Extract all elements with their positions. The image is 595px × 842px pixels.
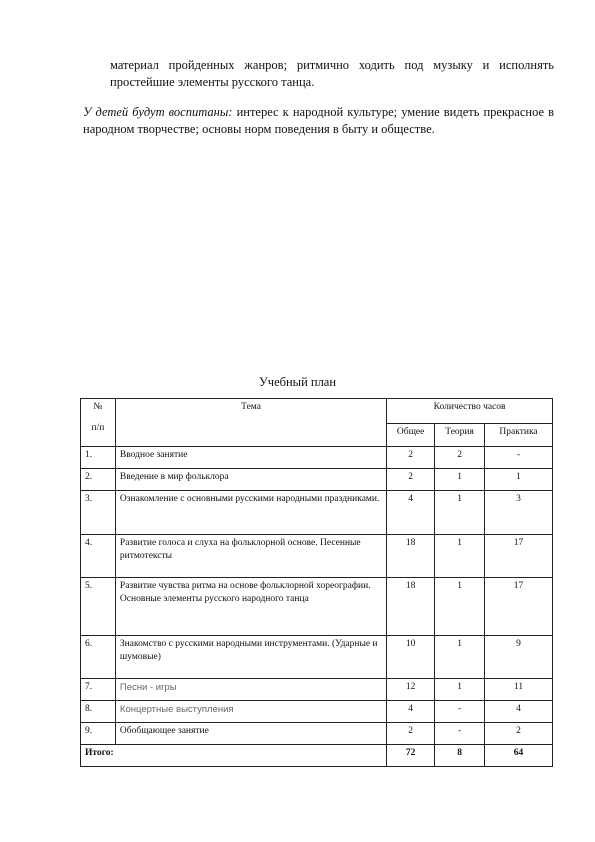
row-total: 2 xyxy=(387,447,435,469)
row-topic: Ознакомление с основными русскими народными праздниками. xyxy=(115,491,386,535)
table-row xyxy=(81,447,553,469)
row-topic: Вводное занятие xyxy=(115,447,386,469)
row-total: 18 xyxy=(387,535,435,578)
row-topic: Песни - игры xyxy=(115,679,386,701)
row-total: 12 xyxy=(387,679,435,701)
row-number: 3. xyxy=(81,491,116,535)
row-total: 4 xyxy=(387,701,435,723)
header-number-sub: п/п xyxy=(91,423,105,433)
table-row xyxy=(81,701,553,723)
total-practice: 64 xyxy=(485,745,553,767)
row-theory: 1 xyxy=(435,679,485,701)
row-number: 9. xyxy=(81,723,116,745)
row-number: 8. xyxy=(81,701,116,723)
row-number: 1. xyxy=(81,447,116,469)
row-practice: - xyxy=(485,447,553,469)
table-row xyxy=(81,578,553,636)
table-total-row xyxy=(81,745,553,767)
row-practice: 3 xyxy=(485,491,553,535)
row-number: 2. xyxy=(81,469,116,491)
header-topic: Тема xyxy=(115,399,386,447)
row-topic: Обобщающее занятие xyxy=(115,723,386,745)
total-label: Итого: xyxy=(81,745,387,767)
upbringing-lead: У детей будут воспитаны: xyxy=(83,105,233,119)
row-topic: Введение в мир фольклора xyxy=(115,469,386,491)
header-total: Общее xyxy=(387,424,435,447)
row-total: 2 xyxy=(387,469,435,491)
row-theory: 1 xyxy=(435,491,485,535)
row-total: 2 xyxy=(387,723,435,745)
header-theory: Теория xyxy=(435,424,485,447)
table-row xyxy=(81,723,553,745)
upbringing-text: интерес к народной культуре; умение видеть прекрасное в народном творчестве; основы норм поведения в быту и обществе. xyxy=(83,105,555,136)
row-theory: 2 xyxy=(435,447,485,469)
plan-title: Учебный план xyxy=(258,375,337,389)
table-row xyxy=(81,491,553,535)
row-total: 18 xyxy=(387,578,435,636)
total-hours: 72 xyxy=(387,745,435,767)
row-practice: 11 xyxy=(485,679,553,701)
row-topic: Концертные выступления xyxy=(115,701,386,723)
row-practice: 9 xyxy=(485,636,553,679)
row-total: 10 xyxy=(387,636,435,679)
row-topic: Развитие голоса и слуха на фольклорной основе. Песенные ритмотексты xyxy=(115,535,386,578)
row-number: 4. xyxy=(81,535,116,578)
row-theory: - xyxy=(435,701,485,723)
curriculum-table xyxy=(80,398,553,767)
row-practice: 2 xyxy=(485,723,553,745)
row-theory: 1 xyxy=(435,636,485,679)
row-topic: Развитие чувства ритма на основе фольклорной хореографии. Основные элементы русского народного танца xyxy=(115,578,386,636)
header-practice: Практика xyxy=(485,424,553,447)
header-number-label: № xyxy=(93,402,103,412)
table-row xyxy=(81,636,553,679)
total-theory: 8 xyxy=(435,745,485,767)
header-number xyxy=(81,399,116,447)
row-number: 5. xyxy=(81,578,116,636)
row-theory: 1 xyxy=(435,535,485,578)
row-practice: 4 xyxy=(485,701,553,723)
table-row xyxy=(81,535,553,578)
paragraph-upbringing xyxy=(83,104,554,138)
row-practice: 17 xyxy=(485,578,553,636)
table-header-row xyxy=(81,399,553,424)
row-topic: Знакомство с русскими народными инструментами. (Ударные и шумовые) xyxy=(115,636,386,679)
row-number: 7. xyxy=(81,679,116,701)
row-practice: 17 xyxy=(485,535,553,578)
row-theory: 1 xyxy=(435,469,485,491)
row-practice: 1 xyxy=(485,469,553,491)
header-hours: Количество часов xyxy=(387,399,553,424)
paragraph-skills: материал пройденных жанров; ритмично ходить под музыку и исполнять простейшие элементы русского танца. xyxy=(110,58,554,89)
row-total: 4 xyxy=(387,491,435,535)
table-row xyxy=(81,679,553,701)
row-theory: 1 xyxy=(435,578,485,636)
table-row xyxy=(81,469,553,491)
row-number: 6. xyxy=(81,636,116,679)
row-theory: - xyxy=(435,723,485,745)
